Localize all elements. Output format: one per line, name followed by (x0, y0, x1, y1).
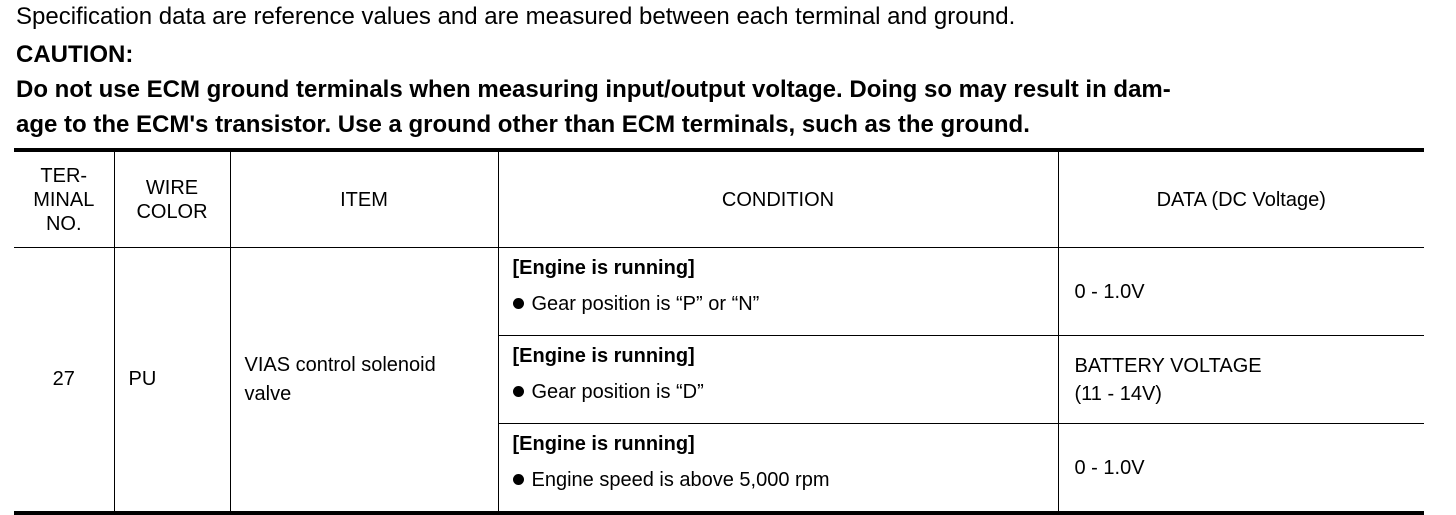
condition-title: [Engine is running] (512, 345, 695, 367)
data-cell: 0 - 1.0V (1058, 248, 1424, 336)
caution-title: CAUTION: (16, 41, 134, 68)
data-cell: BATTERY VOLTAGE (11 - 14V) (1058, 336, 1424, 424)
table-row (14, 248, 1424, 336)
condition-bullet: Gear position is “P” or “N” (513, 292, 1058, 316)
caution-line-1: Do not use ECM ground terminals when measuring input/output voltage. Doing so may result in dam- (16, 76, 1171, 103)
intro-text: Specification data are reference values and are measured between each terminal and ground. (16, 3, 1016, 30)
header-terminal-no: TER- MINAL NO. (14, 150, 114, 248)
bullet-icon (513, 474, 524, 485)
bullet-icon (513, 298, 524, 309)
header-item: ITEM (230, 150, 498, 248)
condition-cell (498, 424, 1058, 514)
wire-color-cell: PU (114, 248, 230, 514)
terminal-no-cell: 27 (14, 248, 114, 514)
caution-text (16, 72, 1426, 142)
condition-title: [Engine is running] (512, 257, 695, 279)
header-data: DATA (DC Voltage) (1058, 150, 1424, 248)
condition-bullet: Engine speed is above 5,000 rpm (513, 468, 1058, 492)
terminal-spec-table (14, 148, 1424, 515)
data-cell: 0 - 1.0V (1058, 424, 1424, 514)
table-header-row (14, 150, 1424, 248)
caution-line-2: age to the ECM's transistor. Use a ground other than ECM terminals, such as the ground. (16, 111, 1030, 138)
condition-cell (498, 336, 1058, 424)
condition-bullet: Gear position is “D” (513, 380, 1058, 404)
header-wire-color: WIRE COLOR (114, 150, 230, 248)
item-cell: VIAS control solenoid valve (230, 248, 498, 514)
header-condition: CONDITION (498, 150, 1058, 248)
bullet-icon (513, 386, 524, 397)
condition-cell (498, 248, 1058, 336)
condition-title: [Engine is running] (512, 433, 695, 455)
